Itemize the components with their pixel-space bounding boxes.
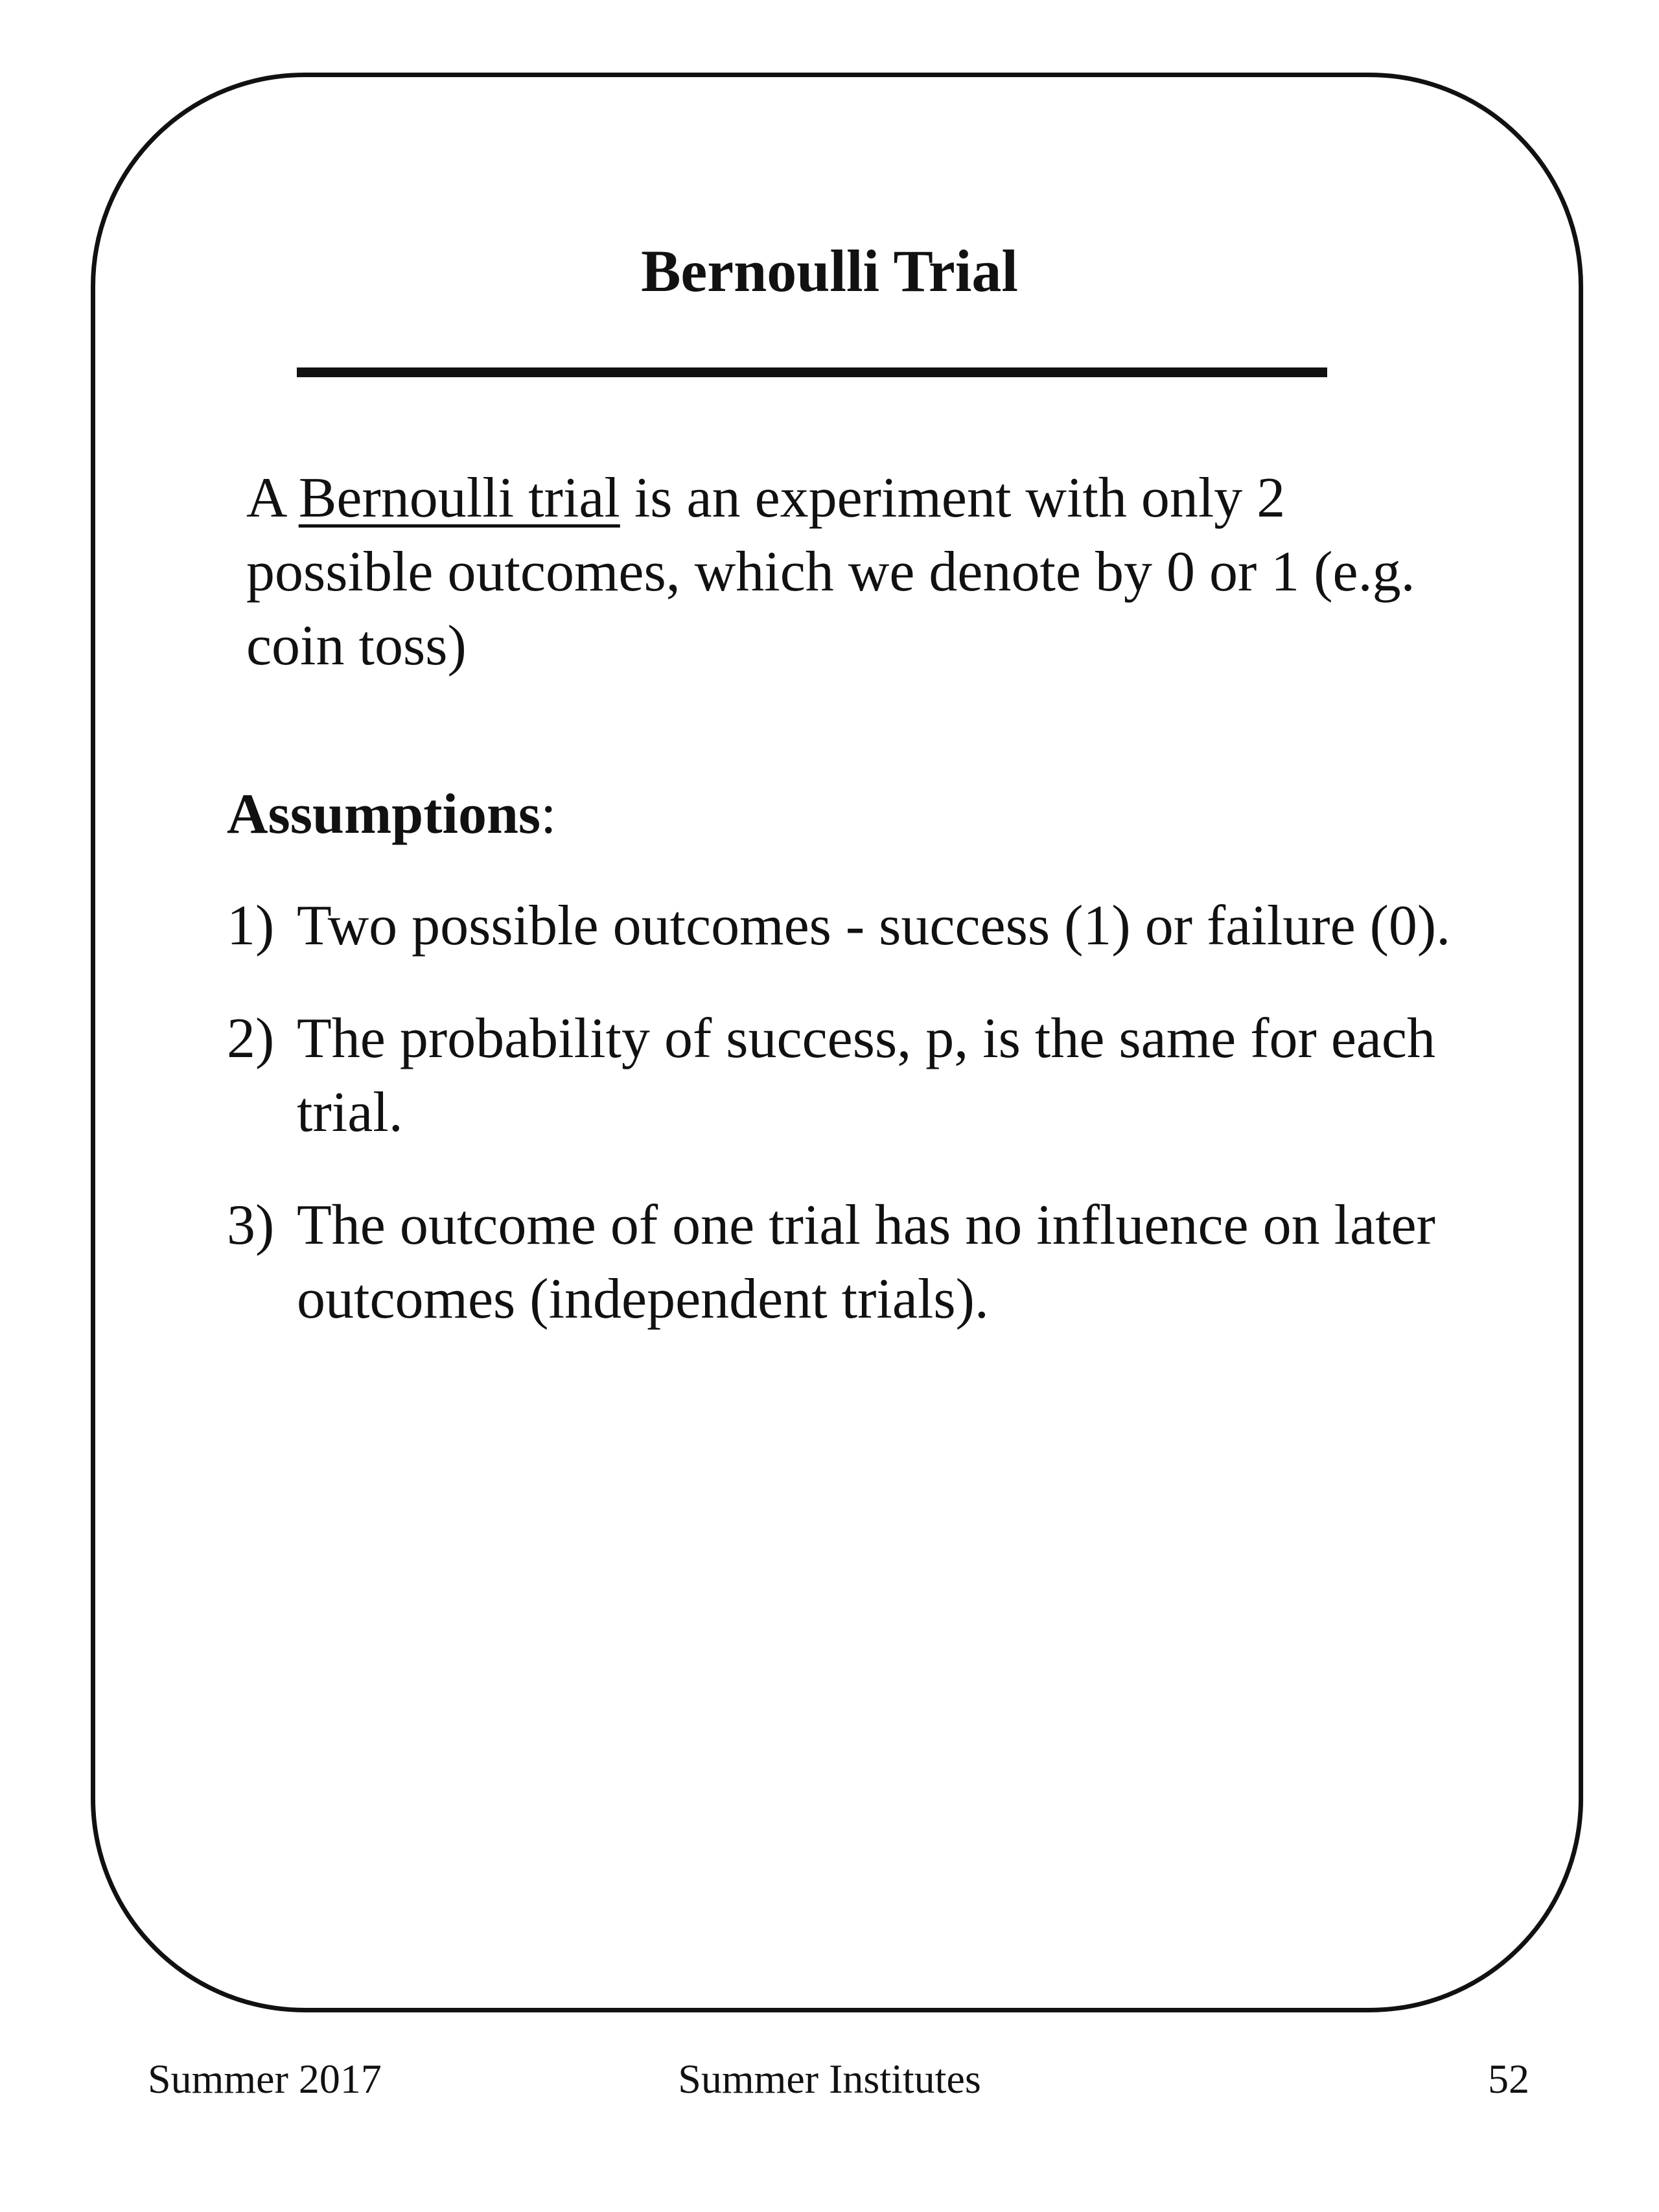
assumptions-list [227,889,1491,1375]
intro-paragraph [246,461,1478,683]
footer-title: Summer Institutes [678,2056,981,2102]
assumptions-heading [227,778,557,852]
assumptions-heading-text: Assumptions [227,783,541,846]
assumption-text: Two possible outcomes - success (1) or failure (0). [297,894,1451,957]
intro-prefix: A [246,467,299,530]
assumptions-heading-colon: : [540,783,557,846]
slide-title: Bernoulli Trial [641,238,1018,304]
footer-date: Summer 2017 [148,2056,382,2102]
title-divider [297,367,1327,377]
assumption-number: 2) [227,1007,275,1070]
assumption-text: The probability of success, p, is the same for each trial. [297,1007,1435,1144]
assumption-item [227,889,1491,963]
page-number: 52 [1488,2056,1529,2102]
intro-suffix: is an experiment with only 2 possible outcomes, which we denote by 0 or 1 (e.g. coin toss) [246,467,1415,677]
bernoulli-trial-term: Bernoulli trial [298,467,620,530]
assumption-item [227,1189,1491,1336]
assumption-number: 3) [227,1194,275,1257]
assumption-item [227,1002,1491,1150]
assumption-text: The outcome of one trial has no influence on later outcomes (independent trials). [297,1194,1435,1331]
assumption-number: 1) [227,894,275,957]
